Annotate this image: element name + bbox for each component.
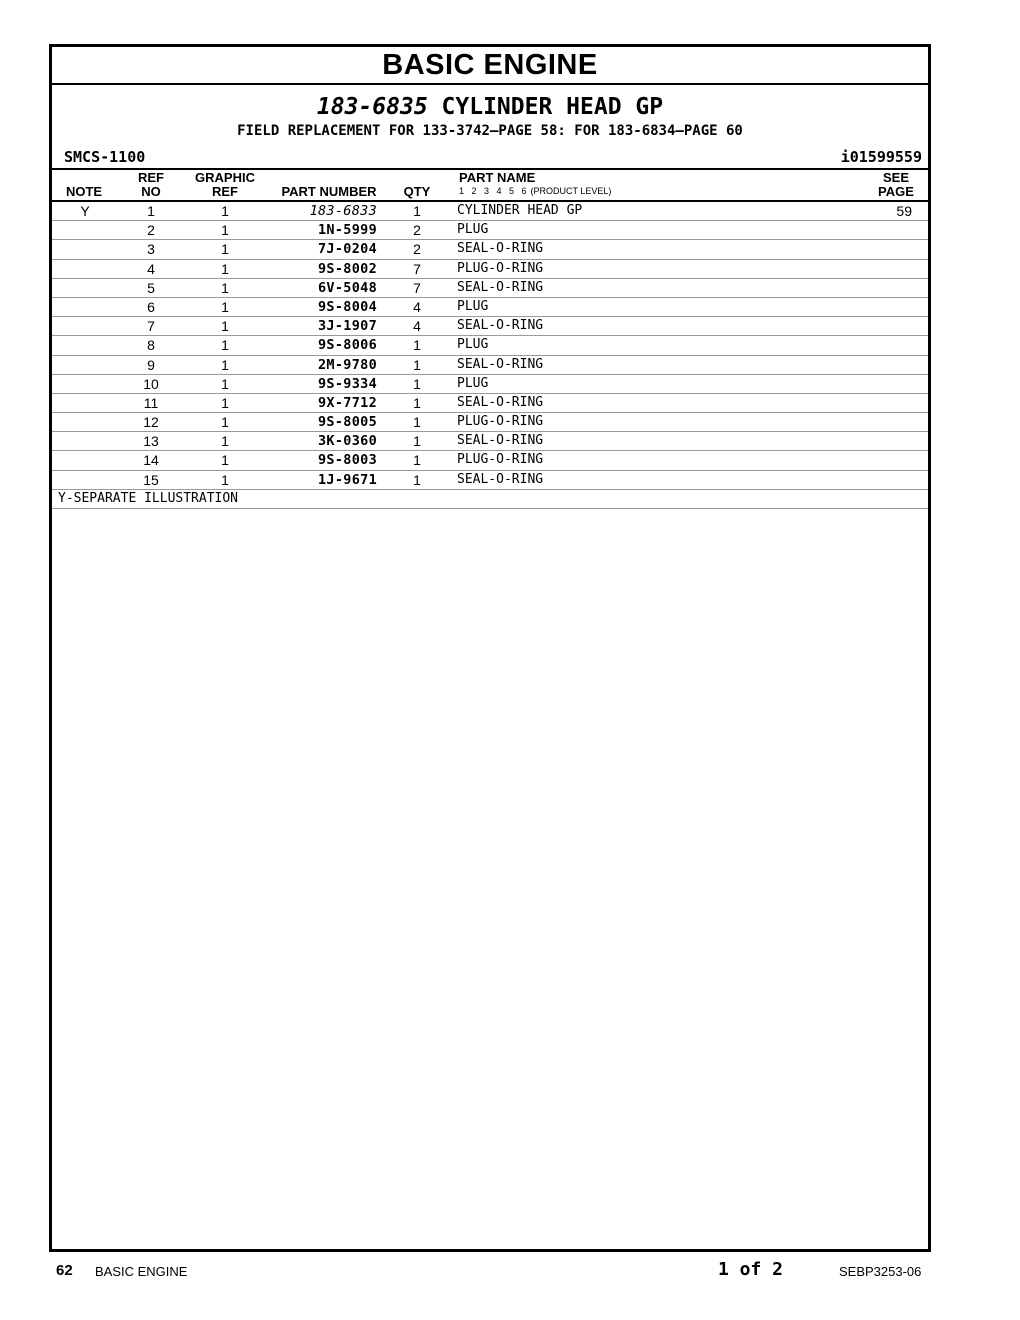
qty-cell: 1 bbox=[413, 356, 421, 373]
document-number: SEBP3253-06 bbox=[839, 1264, 922, 1279]
table-row bbox=[52, 260, 928, 279]
graphic-ref-cell: 1 bbox=[221, 337, 229, 354]
part-name-cell: SEAL-O-RING bbox=[457, 279, 544, 295]
part-name-cell: CYLINDER HEAD GP bbox=[457, 203, 583, 218]
section-title: BASIC ENGINE bbox=[52, 47, 928, 85]
qty-cell: 1 bbox=[413, 337, 421, 354]
ref-no-cell: 10 bbox=[143, 375, 159, 392]
see-page-cell: 59 bbox=[896, 203, 912, 219]
graphic-ref-cell: 1 bbox=[221, 298, 229, 315]
field-replacement-note: FIELD REPLACEMENT FOR 133-3742—PAGE 58: FOR 183-6834—PAGE 60 bbox=[237, 123, 743, 139]
ref-no-cell: 7 bbox=[147, 318, 155, 335]
page-number: 62 bbox=[56, 1262, 73, 1279]
part-number-cell: 1J-9671 bbox=[318, 471, 377, 488]
col-qty: QTY bbox=[403, 184, 431, 199]
table-row bbox=[52, 298, 928, 317]
qty-cell: 4 bbox=[413, 298, 421, 315]
part-name-cell: PLUG-O-RING bbox=[457, 260, 544, 276]
part-name-cell: SEAL-O-RING bbox=[457, 394, 544, 410]
footnote: Y-SEPARATE ILLUSTRATION bbox=[52, 490, 928, 509]
part-name-cell: SEAL-O-RING bbox=[457, 356, 544, 372]
qty-cell: 1 bbox=[413, 452, 421, 469]
graphic-ref-cell: 1 bbox=[221, 394, 229, 411]
qty-cell: 1 bbox=[413, 394, 421, 411]
ref-no-cell: 9 bbox=[147, 356, 155, 373]
col-see-top: SEE bbox=[882, 170, 909, 185]
qty-cell: 1 bbox=[413, 375, 421, 392]
part-name-cell: PLUG-O-RING bbox=[457, 414, 544, 430]
group-title bbox=[52, 94, 928, 120]
ref-no-cell: 6 bbox=[147, 298, 155, 315]
qty-cell: 4 bbox=[413, 318, 421, 335]
ref-no-cell: 2 bbox=[147, 222, 155, 239]
table-row bbox=[52, 432, 928, 451]
part-number-cell: 2M-9780 bbox=[318, 356, 377, 373]
ref-no-cell: 3 bbox=[147, 241, 155, 258]
qty-cell: 2 bbox=[413, 241, 421, 258]
table-row bbox=[52, 336, 928, 355]
graphic-ref-cell: 1 bbox=[221, 203, 229, 219]
table-row bbox=[52, 240, 928, 259]
part-number-cell: 9S-8004 bbox=[318, 298, 377, 315]
part-name-cell: SEAL-O-RING bbox=[457, 471, 544, 487]
table-row bbox=[52, 471, 928, 490]
table-row bbox=[52, 221, 928, 240]
graphic-ref-cell: 1 bbox=[221, 260, 229, 277]
illustration-id: i01599559 bbox=[840, 148, 922, 166]
product-levels bbox=[459, 186, 611, 196]
qty-cell: 2 bbox=[413, 222, 421, 239]
table-row bbox=[52, 202, 928, 221]
ref-no-cell: 15 bbox=[143, 471, 159, 488]
ref-no-cell: 12 bbox=[143, 414, 159, 431]
part-number-cell: 1N-5999 bbox=[318, 222, 377, 239]
parts-list-frame bbox=[49, 44, 931, 1252]
qty-cell: 1 bbox=[413, 414, 421, 431]
col-graphic-top: GRAPHIC bbox=[195, 170, 255, 185]
part-name-cell: PLUG bbox=[457, 222, 489, 238]
qty-cell: 7 bbox=[413, 260, 421, 277]
col-ref-bottom: NO bbox=[141, 184, 161, 199]
col-see-bottom: PAGE bbox=[878, 184, 914, 199]
table-row bbox=[52, 394, 928, 413]
part-number-cell: 183-6833 bbox=[309, 203, 377, 219]
qty-cell: 1 bbox=[413, 433, 421, 450]
part-name-cell: PLUG bbox=[457, 375, 489, 391]
graphic-ref-cell: 1 bbox=[221, 356, 229, 373]
note-cell: Y bbox=[80, 203, 90, 219]
ref-no-cell: 8 bbox=[147, 337, 155, 354]
part-number-cell: 3J-1907 bbox=[318, 318, 377, 335]
part-name-cell: PLUG bbox=[457, 337, 489, 353]
graphic-ref-cell: 1 bbox=[221, 318, 229, 335]
footer-section: BASIC ENGINE bbox=[95, 1264, 188, 1279]
part-name-cell: SEAL-O-RING bbox=[457, 241, 544, 257]
graphic-ref-cell: 1 bbox=[221, 452, 229, 469]
page-footer bbox=[0, 1258, 1020, 1288]
table-row bbox=[52, 356, 928, 375]
graphic-ref-cell: 1 bbox=[221, 375, 229, 392]
col-note: NOTE bbox=[65, 184, 103, 199]
qty-cell: 7 bbox=[413, 279, 421, 296]
table-header bbox=[52, 168, 928, 202]
part-number-cell: 9S-9334 bbox=[318, 375, 377, 392]
table-row bbox=[52, 279, 928, 298]
table-row bbox=[52, 375, 928, 394]
part-number-cell: 9S-8006 bbox=[318, 337, 377, 354]
graphic-ref-cell: 1 bbox=[221, 433, 229, 450]
page-of: 1 of 2 bbox=[718, 1259, 784, 1280]
part-name-cell: PLUG-O-RING bbox=[457, 452, 544, 468]
ref-no-cell: 11 bbox=[143, 394, 159, 411]
ref-no-cell: 5 bbox=[147, 279, 155, 296]
part-name-cell: SEAL-O-RING bbox=[457, 433, 544, 449]
id-row bbox=[52, 146, 928, 168]
ref-no-cell: 14 bbox=[143, 452, 159, 469]
part-number-cell: 9S-8003 bbox=[318, 452, 377, 469]
part-name-cell: SEAL-O-RING bbox=[457, 318, 544, 334]
col-graphic-bottom: REF bbox=[212, 184, 238, 199]
part-number-cell: 9S-8002 bbox=[318, 260, 377, 277]
part-name-cell: PLUG bbox=[457, 298, 489, 314]
ref-no-cell: 13 bbox=[143, 433, 159, 450]
graphic-ref-cell: 1 bbox=[221, 414, 229, 431]
graphic-ref-cell: 1 bbox=[221, 241, 229, 258]
graphic-ref-cell: 1 bbox=[221, 222, 229, 239]
ref-no-cell: 1 bbox=[147, 203, 155, 219]
parts-table-body bbox=[52, 202, 928, 490]
qty-cell: 1 bbox=[413, 471, 421, 488]
part-number-cell: 9X-7712 bbox=[318, 394, 377, 411]
part-number-cell: 6V-5048 bbox=[318, 279, 377, 296]
col-part-number: PART NUMBER bbox=[281, 184, 377, 199]
graphic-ref-cell: 1 bbox=[221, 471, 229, 488]
table-row bbox=[52, 451, 928, 470]
table-row bbox=[52, 413, 928, 432]
qty-cell: 1 bbox=[413, 203, 421, 219]
smcs-code: SMCS-1100 bbox=[64, 148, 146, 166]
col-part-name: PART NAME bbox=[459, 170, 536, 185]
part-number-cell: 9S-8005 bbox=[318, 414, 377, 431]
level-numbers: 1 2 3 4 5 6 bbox=[459, 186, 527, 196]
graphic-ref-cell: 1 bbox=[221, 279, 229, 296]
part-number-cell: 3K-0360 bbox=[318, 433, 377, 450]
col-ref-top: REF bbox=[138, 170, 164, 185]
ref-no-cell: 4 bbox=[147, 260, 155, 277]
product-level-label: (PRODUCT LEVEL) bbox=[530, 186, 612, 196]
group-name: CYLINDER HEAD GP bbox=[441, 94, 664, 120]
group-part-number: 183-6835 bbox=[316, 94, 428, 120]
part-number-cell: 7J-0204 bbox=[318, 241, 377, 258]
table-row bbox=[52, 317, 928, 336]
